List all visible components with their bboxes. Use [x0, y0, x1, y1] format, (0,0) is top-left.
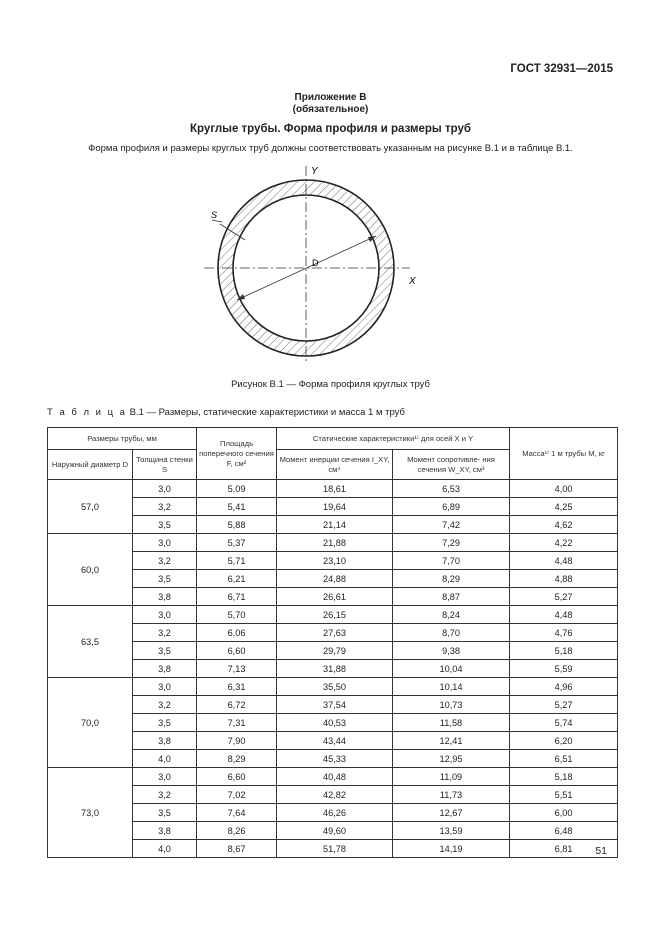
section-modulus-cell: 12,67 [393, 804, 510, 822]
section-modulus-cell: 13,59 [393, 822, 510, 840]
inertia-cell: 40,53 [277, 714, 393, 732]
header-static: Статические характеристики¹⁾ для осей X и Y [277, 428, 510, 450]
wall-thickness-cell: 3,5 [133, 642, 197, 660]
inertia-cell: 31,88 [277, 660, 393, 678]
tube-wall [200, 160, 430, 378]
table-row [48, 678, 618, 696]
wall-label: S [211, 210, 218, 220]
area-cell: 5,71 [197, 552, 277, 570]
inertia-cell: 29,79 [277, 642, 393, 660]
table-row [48, 750, 618, 768]
area-cell: 5,09 [197, 480, 277, 498]
table-caption [47, 407, 405, 418]
wall-thickness-cell: 3,0 [133, 768, 197, 786]
section-modulus-cell: 12,41 [393, 732, 510, 750]
wall-thickness-cell: 4,0 [133, 750, 197, 768]
section-modulus-cell: 11,58 [393, 714, 510, 732]
table-row [48, 696, 618, 714]
appendix-status: (обязательное) [292, 104, 369, 115]
header-sizes: Размеры трубы, мм [48, 428, 197, 450]
page-number: 51 [595, 845, 607, 857]
wall-thickness-cell: 3,0 [133, 534, 197, 552]
area-cell: 6,60 [197, 768, 277, 786]
inertia-cell: 40,48 [277, 768, 393, 786]
mass-cell: 6,48 [510, 822, 618, 840]
section-modulus-cell: 7,42 [393, 516, 510, 534]
wall-thickness-cell: 3,2 [133, 552, 197, 570]
area-cell: 5,41 [197, 498, 277, 516]
inertia-cell: 46,26 [277, 804, 393, 822]
table-row [48, 570, 618, 588]
mass-cell: 6,51 [510, 750, 618, 768]
diameter-label: D [312, 258, 319, 268]
table-row [48, 498, 618, 516]
inertia-cell: 21,14 [277, 516, 393, 534]
mass-cell: 4,96 [510, 678, 618, 696]
table-row [48, 606, 618, 624]
wall-thickness-cell: 3,2 [133, 498, 197, 516]
wall-thickness-cell: 3,8 [133, 660, 197, 678]
mass-cell: 4,76 [510, 624, 618, 642]
tube-table [47, 427, 618, 858]
inertia-cell: 43,44 [277, 732, 393, 750]
area-cell: 7,64 [197, 804, 277, 822]
area-cell: 5,88 [197, 516, 277, 534]
inertia-cell: 35,50 [277, 678, 393, 696]
table-body [48, 480, 618, 858]
wall-thickness-cell: 3,8 [133, 732, 197, 750]
wall-thickness-cell: 3,2 [133, 696, 197, 714]
wall-thickness-cell: 3,0 [133, 606, 197, 624]
table-row [48, 480, 618, 498]
table-row [48, 660, 618, 678]
mass-cell: 4,22 [510, 534, 618, 552]
diameter-cell: 73,0 [48, 768, 133, 858]
section-modulus-cell: 6,53 [393, 480, 510, 498]
mass-cell: 4,48 [510, 552, 618, 570]
table-caption-prefix: Т а б л и ц а [47, 407, 127, 418]
y-axis-label: Y [311, 166, 318, 177]
area-cell: 6,60 [197, 642, 277, 660]
table-row [48, 786, 618, 804]
mass-cell: 5,27 [510, 588, 618, 606]
header-wall: Толщина стенки S [133, 450, 197, 480]
section-modulus-cell: 12,95 [393, 750, 510, 768]
wall-thickness-cell: 3,5 [133, 804, 197, 822]
table-row [48, 804, 618, 822]
appendix-title: Приложение В [294, 92, 367, 103]
inertia-cell: 19,64 [277, 498, 393, 516]
mass-cell: 6,20 [510, 732, 618, 750]
mass-cell: 6,81 [510, 840, 618, 858]
section-modulus-cell: 10,73 [393, 696, 510, 714]
mass-cell: 5,51 [510, 786, 618, 804]
standard-number: ГОСТ 32931—2015 [510, 63, 613, 75]
inertia-cell: 24,88 [277, 570, 393, 588]
mass-cell: 6,00 [510, 804, 618, 822]
inertia-cell: 37,54 [277, 696, 393, 714]
appendix-heading [0, 92, 661, 116]
area-cell: 5,70 [197, 606, 277, 624]
intro-paragraph: Форма профиля и размеры круглых труб должны соответствовать указанным на рисунке В.1 и в таблице В.1. [88, 143, 573, 154]
table-row [48, 642, 618, 660]
figure-caption: Рисунок В.1 — Форма профиля круглых труб [231, 379, 430, 390]
wall-thickness-cell: 3,5 [133, 714, 197, 732]
diameter-cell: 57,0 [48, 480, 133, 534]
header-area: Площадь поперечного сечения F, см² [197, 428, 277, 480]
wall-thickness-cell: 3,8 [133, 588, 197, 606]
wall-thickness-cell: 3,8 [133, 822, 197, 840]
section-modulus-cell: 6,89 [393, 498, 510, 516]
tube-profile-figure [200, 160, 430, 378]
table-row [48, 624, 618, 642]
area-cell: 6,72 [197, 696, 277, 714]
area-cell: 8,29 [197, 750, 277, 768]
wall-thickness-cell: 3,0 [133, 480, 197, 498]
section-modulus-cell: 10,14 [393, 678, 510, 696]
inertia-cell: 27,63 [277, 624, 393, 642]
wall-thickness-cell: 3,0 [133, 678, 197, 696]
wall-thickness-cell: 4,0 [133, 840, 197, 858]
area-cell: 7,31 [197, 714, 277, 732]
table-row [48, 822, 618, 840]
area-cell: 8,26 [197, 822, 277, 840]
area-cell: 6,31 [197, 678, 277, 696]
wall-thickness-cell: 3,2 [133, 786, 197, 804]
section-modulus-cell: 8,70 [393, 624, 510, 642]
inertia-cell: 21,88 [277, 534, 393, 552]
mass-cell: 4,48 [510, 606, 618, 624]
section-modulus-cell: 11,73 [393, 786, 510, 804]
area-cell: 7,02 [197, 786, 277, 804]
header-diameter: Наружный диаметр D [48, 450, 133, 480]
x-axis-label: X [409, 276, 416, 287]
area-cell: 5,37 [197, 534, 277, 552]
section-modulus-cell: 14,19 [393, 840, 510, 858]
area-cell: 6,21 [197, 570, 277, 588]
header-mass: Масса¹⁾ 1 м трубы M, кг [510, 428, 618, 480]
section-modulus-cell: 10,04 [393, 660, 510, 678]
diameter-cell: 60,0 [48, 534, 133, 606]
mass-cell: 5,18 [510, 642, 618, 660]
section-modulus-cell: 8,24 [393, 606, 510, 624]
inertia-cell: 18,61 [277, 480, 393, 498]
table-row [48, 534, 618, 552]
section-modulus-cell: 11,09 [393, 768, 510, 786]
mass-cell: 5,59 [510, 660, 618, 678]
table-row [48, 732, 618, 750]
table-row [48, 552, 618, 570]
header-inertia: Момент инерции сечения I_XY, см⁴ [277, 450, 393, 480]
inertia-cell: 49,60 [277, 822, 393, 840]
section-modulus-cell: 7,29 [393, 534, 510, 552]
section-modulus-cell: 9,38 [393, 642, 510, 660]
inertia-cell: 42,82 [277, 786, 393, 804]
inertia-cell: 51,78 [277, 840, 393, 858]
section-title: Круглые трубы. Форма профиля и размеры труб [190, 123, 471, 135]
area-cell: 7,90 [197, 732, 277, 750]
mass-cell: 4,88 [510, 570, 618, 588]
wall-thickness-cell: 3,5 [133, 570, 197, 588]
table-row [48, 840, 618, 858]
table-caption-text: В.1 — Размеры, статические характеристики и масса 1 м труб [129, 407, 405, 418]
mass-cell: 4,25 [510, 498, 618, 516]
mass-cell: 4,00 [510, 480, 618, 498]
header-section-modulus: Момент сопротивле- ния сечения W_XY, см³ [393, 450, 510, 480]
section-modulus-cell: 7,70 [393, 552, 510, 570]
wall-thickness-cell: 3,2 [133, 624, 197, 642]
area-cell: 6,06 [197, 624, 277, 642]
mass-cell: 5,74 [510, 714, 618, 732]
inertia-cell: 26,15 [277, 606, 393, 624]
table-row [48, 516, 618, 534]
inertia-cell: 45,33 [277, 750, 393, 768]
mass-cell: 5,27 [510, 696, 618, 714]
mass-cell: 4,62 [510, 516, 618, 534]
diameter-cell: 70,0 [48, 678, 133, 768]
area-cell: 7,13 [197, 660, 277, 678]
area-cell: 6,71 [197, 588, 277, 606]
inertia-cell: 23,10 [277, 552, 393, 570]
section-modulus-cell: 8,29 [393, 570, 510, 588]
wall-thickness-cell: 3,5 [133, 516, 197, 534]
mass-cell: 5,18 [510, 768, 618, 786]
table-row [48, 714, 618, 732]
section-modulus-cell: 8,87 [393, 588, 510, 606]
table-row [48, 768, 618, 786]
area-cell: 8,67 [197, 840, 277, 858]
inertia-cell: 26,61 [277, 588, 393, 606]
table-row [48, 588, 618, 606]
diameter-cell: 63,5 [48, 606, 133, 678]
